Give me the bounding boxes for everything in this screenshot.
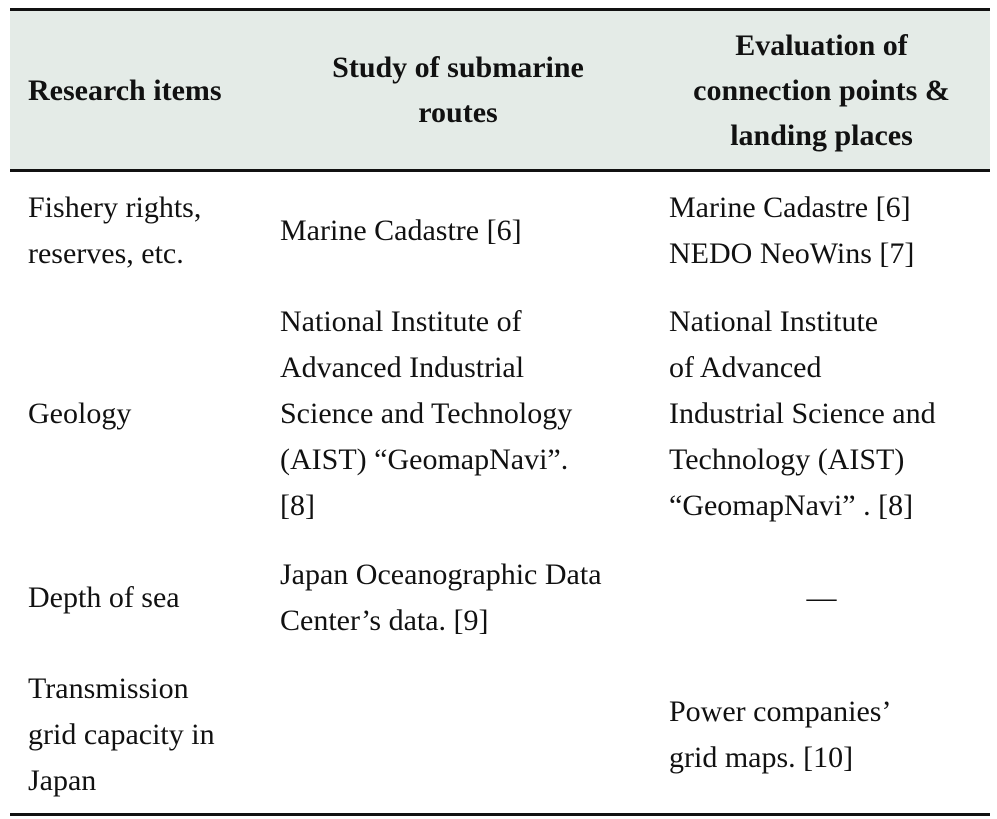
- header-line: connection points &: [693, 73, 950, 107]
- cell-line: Depth of sea: [28, 580, 180, 614]
- cell-research-item: [10, 289, 263, 539]
- cell-submarine-routes: [263, 171, 653, 290]
- header-line: Evaluation of: [735, 28, 908, 62]
- cell-connection-points: [653, 656, 990, 815]
- header-research-items: [10, 10, 263, 171]
- cell-line: NEDO NeoWins [7]: [669, 236, 915, 270]
- cell-line: Fishery rights,: [28, 190, 202, 224]
- cell-line: of Advanced: [669, 351, 822, 384]
- table-row: [10, 171, 990, 290]
- cell-submarine-routes: [263, 289, 653, 539]
- cell-line: National Institute of: [280, 305, 522, 338]
- header-line: Study of submarine: [332, 51, 584, 84]
- cell-line: Transmission: [28, 671, 189, 705]
- header-line: routes: [418, 96, 498, 129]
- cell-line: Geology: [28, 397, 132, 430]
- cell-submarine-routes: [263, 539, 653, 656]
- cell-research-item: [10, 171, 263, 290]
- cell-submarine-routes-empty: [263, 656, 653, 815]
- cell-line: reserves, etc.: [28, 236, 184, 270]
- cell-line: grid maps. [10]: [669, 740, 854, 774]
- cell-line: Industrial Science and: [669, 397, 936, 430]
- cell-research-item: [10, 656, 263, 815]
- cell-line: Marine Cadastre [6]: [280, 213, 522, 247]
- cell-line: Science and Technology: [280, 397, 573, 430]
- cell-line: (AIST) “GeomapNavi”.: [280, 443, 569, 476]
- cell-connection-points: [653, 171, 990, 290]
- cell-line: grid capacity in: [28, 717, 215, 751]
- cell-line: “GeomapNavi” . [8]: [669, 489, 914, 522]
- cell-line: National Institute: [669, 305, 879, 338]
- cell-research-item: [10, 539, 263, 656]
- cell-line: Japan: [28, 763, 97, 797]
- header-submarine-routes: [263, 10, 653, 171]
- cell-line: Power companies’: [669, 694, 892, 728]
- cell-line: Advanced Industrial: [280, 351, 525, 384]
- cell-connection-points: [653, 539, 990, 656]
- research-sources-table: [10, 8, 990, 816]
- cell-line: Japan Oceanographic Data: [280, 557, 602, 591]
- header-line: Research items: [28, 73, 222, 107]
- header-connection-points: [653, 10, 990, 171]
- cell-connection-points: [653, 289, 990, 539]
- table-row: [10, 539, 990, 656]
- cell-line: Marine Cadastre [6]: [669, 190, 911, 224]
- dash-placeholder: ―: [806, 580, 837, 614]
- table-row: [10, 289, 990, 539]
- table-header-row: [10, 10, 990, 171]
- cell-line: Technology (AIST): [669, 443, 905, 476]
- header-line: landing places: [730, 118, 913, 152]
- table-row: [10, 656, 990, 815]
- cell-line: [8]: [280, 489, 315, 522]
- cell-line: Center’s data. [9]: [280, 603, 489, 637]
